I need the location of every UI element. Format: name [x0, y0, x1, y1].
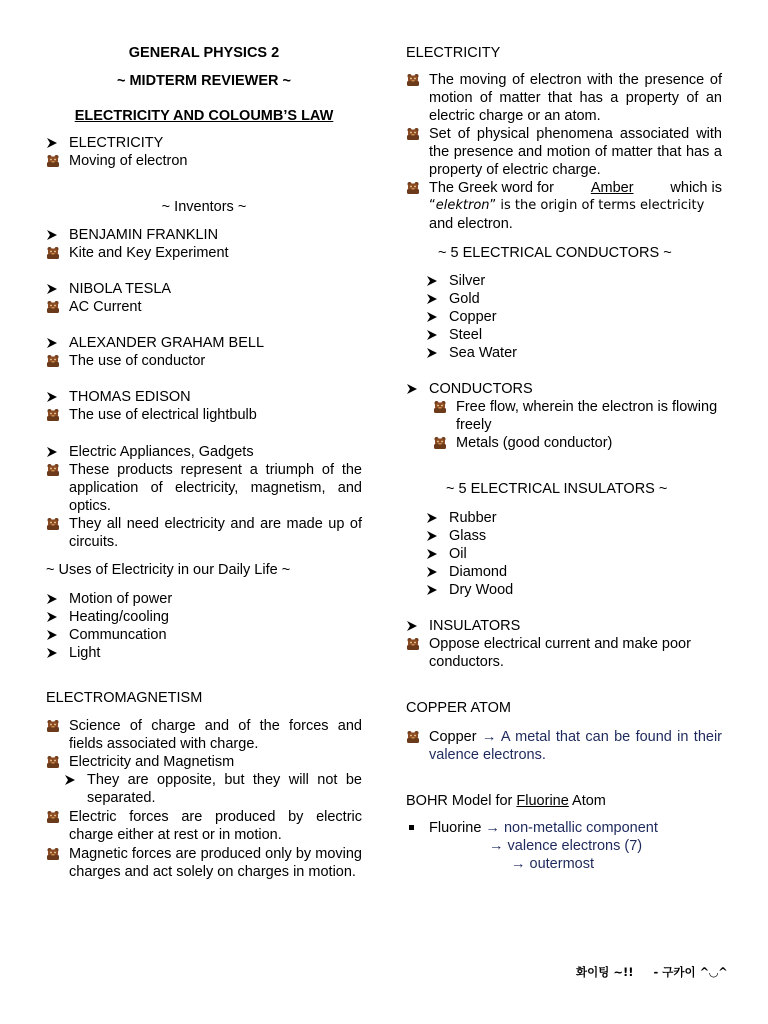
arrow-bullet-icon	[426, 308, 449, 326]
list-item: Moving of electron	[46, 152, 362, 170]
arrow-bullet-icon	[426, 527, 449, 545]
list-item: Magnetic forces are produced only by moving charges and act solely on charges in motion.	[46, 845, 362, 881]
list-item: Free flow, wherein the electron is flowing freely	[433, 398, 722, 434]
conductors-title: ~ 5 ELECTRICAL CONDUCTORS ~	[438, 245, 672, 261]
list-item: Dry Wood	[426, 581, 722, 599]
list-item: Silver	[426, 272, 722, 290]
arrow-bullet-icon	[426, 581, 449, 599]
list-item: These products represent a triumph of the application of electricity, magnetism, and optics.	[46, 461, 362, 515]
arrow-bullet-icon	[46, 443, 69, 461]
section-heading	[46, 107, 362, 125]
arrow-bullet-icon	[64, 771, 87, 789]
list-item: INSULATORS	[406, 617, 722, 635]
electricity-title: ELECTRICITY	[406, 45, 501, 61]
list-item: Oppose electrical current and make poor conductors.	[406, 635, 722, 671]
bear-bullet-icon	[46, 753, 69, 771]
arrow-bullet-icon	[46, 226, 69, 244]
list-item: CONDUCTORS	[406, 380, 722, 398]
bear-bullet-icon	[46, 298, 69, 316]
arrow-bullet-icon	[426, 272, 449, 290]
bear-bullet-icon	[46, 406, 69, 424]
arrow-bullet-icon	[426, 344, 449, 362]
list-item: Rubber	[426, 509, 722, 527]
list-item: Light	[46, 644, 362, 662]
list-item: Diamond	[426, 563, 722, 581]
arrow-bullet-icon	[46, 644, 69, 662]
list-item: AC Current	[46, 298, 362, 316]
arrow-bullet-icon	[426, 290, 449, 308]
list-item: ELECTRICITY	[46, 134, 362, 152]
fluorine-outermost: → outermost	[511, 856, 594, 872]
arrow-bullet-icon	[46, 280, 69, 298]
list-item: Sea Water	[426, 344, 722, 362]
list-item: Communcation	[46, 626, 362, 644]
bear-bullet-icon	[433, 398, 456, 416]
bear-bullet-icon	[46, 717, 69, 735]
arrow-bullet-icon	[46, 626, 69, 644]
bear-bullet-icon	[46, 352, 69, 370]
arrow-bullet-icon	[46, 134, 69, 152]
bear-bullet-icon	[46, 845, 69, 863]
list-item: The use of conductor	[46, 352, 362, 370]
list-item: Electricity and Magnetism	[46, 753, 362, 771]
bear-bullet-icon	[406, 728, 429, 746]
list-item: Heating/cooling	[46, 608, 362, 626]
bear-bullet-icon	[46, 461, 69, 479]
inventors-title: ~ Inventors ~	[161, 199, 247, 215]
list-item: NIBOLA TESLA	[46, 280, 362, 298]
list-item: Set of physical phenomena associated with the presence and motion of matter that has a property of electric charge.	[406, 125, 722, 179]
list-item: Copper	[426, 308, 722, 326]
list-item: BENJAMIN FRANKLIN	[46, 226, 362, 244]
list-item: Copper → A metal that can be found in their valence electrons.	[406, 728, 722, 764]
square-bullet-icon	[406, 819, 429, 837]
arrow-bullet-icon	[406, 617, 429, 635]
list-item: Steel	[426, 326, 722, 344]
list-item: They are opposite, but they will not be separated.	[64, 771, 362, 807]
footer-signature: 화이팅 ~!! - 구카이 ^◡^	[576, 965, 728, 979]
list-item: The use of electrical lightbulb	[46, 406, 362, 424]
electromagnetism-title: ELECTROMAGNETISM	[46, 690, 203, 706]
list-item: Oil	[426, 545, 722, 563]
bear-bullet-icon	[433, 434, 456, 452]
document-title: GENERAL PHYSICS 2	[128, 45, 280, 61]
list-item: Electric Appliances, Gadgets	[46, 443, 362, 461]
bohr-model-title: BOHR Model for Fluorine Atom	[406, 793, 606, 809]
list-item: Electric forces are produced by electric charge either at rest or in motion.	[46, 808, 362, 844]
list-item: The moving of electron with the presence of motion of matter that has a property of an electric charge or an atom.	[406, 71, 722, 125]
section-heading-text: ELECTRICITY AND COLOUMB’S LAW	[74, 108, 334, 124]
fluorine-valence: → valence electrons (7)	[489, 838, 643, 854]
list-item: They all need electricity and are made up of circuits.	[46, 515, 362, 551]
bear-bullet-icon	[406, 125, 429, 143]
list-item: Fluorine → non-metallic component	[406, 819, 722, 837]
list-item: Glass	[426, 527, 722, 545]
arrow-bullet-icon	[46, 388, 69, 406]
arrow-bullet-icon	[406, 380, 429, 398]
bear-bullet-icon	[46, 152, 69, 170]
list-item: Science of charge and of the forces and fields associated with charge.	[46, 717, 362, 753]
insulators-title: ~ 5 ELECTRICAL INSULATORS ~	[446, 481, 668, 497]
bear-bullet-icon	[46, 244, 69, 262]
list-item: THOMAS EDISON	[46, 388, 362, 406]
uses-title: ~ Uses of Electricity in our Daily Life ~	[46, 562, 291, 578]
list-item: The Greek word for Amber which is “elektron” is the origin of terms electricity and electron.	[406, 179, 722, 233]
arrow-bullet-icon	[46, 608, 69, 626]
list-item: Gold	[426, 290, 722, 308]
document-subtitle: ~ MIDTERM REVIEWER ~	[116, 73, 292, 89]
bear-bullet-icon	[406, 71, 429, 89]
arrow-bullet-icon	[426, 326, 449, 344]
arrow-bullet-icon	[426, 563, 449, 581]
arrow-bullet-icon	[46, 590, 69, 608]
bear-bullet-icon	[46, 808, 69, 826]
arrow-bullet-icon	[426, 509, 449, 527]
list-item: Kite and Key Experiment	[46, 244, 362, 262]
list-item: ALEXANDER GRAHAM BELL	[46, 334, 362, 352]
bear-bullet-icon	[406, 635, 429, 653]
list-item: Metals (good conductor)	[433, 434, 722, 452]
list-item: Motion of power	[46, 590, 362, 608]
copper-atom-title: COPPER ATOM	[406, 700, 512, 716]
bear-bullet-icon	[46, 515, 69, 533]
arrow-bullet-icon	[46, 334, 69, 352]
arrow-bullet-icon	[426, 545, 449, 563]
bear-bullet-icon	[406, 179, 429, 197]
